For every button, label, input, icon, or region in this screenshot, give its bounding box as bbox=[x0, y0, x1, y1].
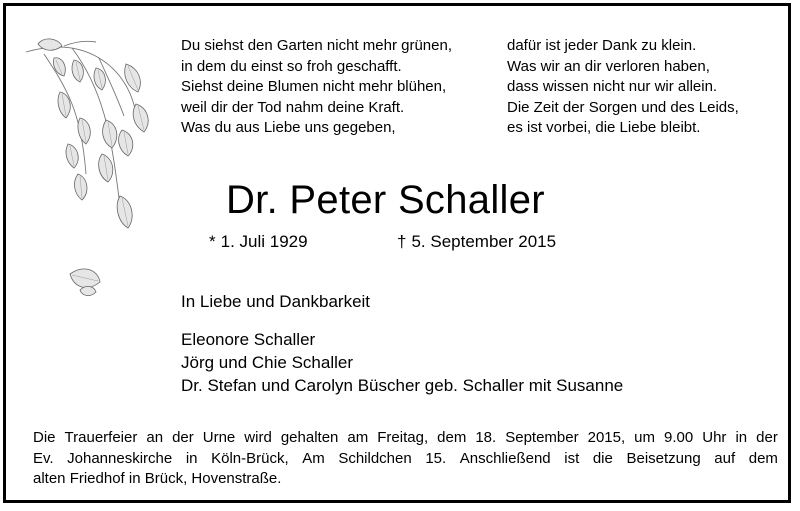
birth-symbol: * bbox=[209, 232, 216, 251]
notice-word: der bbox=[172, 429, 194, 446]
poem-line: Du siehst den Garten nicht mehr grünen, bbox=[181, 37, 452, 54]
poem-line: Die Zeit der Sorgen und des Leids, bbox=[507, 98, 739, 116]
death-symbol: † bbox=[397, 232, 407, 251]
notice-word: dem bbox=[748, 449, 778, 467]
notice-word: 2015, bbox=[587, 429, 626, 446]
notice-word: Trauerfeier bbox=[64, 429, 138, 446]
family-list bbox=[181, 328, 623, 397]
family-member: Dr. Stefan und Carolyn Büscher geb. Schaller mit Susanne bbox=[181, 376, 624, 395]
poem-line: es ist vorbei, die Liebe bleibt. bbox=[507, 119, 701, 136]
poem-left-column bbox=[181, 36, 452, 139]
notice-word: gehalten bbox=[280, 429, 339, 446]
notice-word: der bbox=[756, 429, 778, 446]
family-member: Eleonore Schaller bbox=[181, 330, 316, 349]
family-member: Jörg und Chie Schaller bbox=[181, 353, 353, 372]
notice-word: Beisetzung bbox=[626, 449, 701, 467]
closing-line: In Liebe und Dankbarkeit bbox=[181, 292, 371, 311]
notice-word: Uhr bbox=[702, 429, 727, 446]
notice-line-3: alten Friedhof in Brück, Hovenstraße. bbox=[33, 470, 282, 487]
notice-word: Köln-Brück, bbox=[211, 449, 289, 467]
poem-line: Was du aus Liebe uns gegeben, bbox=[181, 119, 396, 136]
notice-word: dem bbox=[437, 429, 467, 446]
notice-line-1 bbox=[33, 428, 778, 449]
notice-word: 15. bbox=[425, 449, 447, 467]
notice-word: in bbox=[185, 449, 198, 467]
notice-word: auf bbox=[714, 449, 736, 467]
deceased-name: Dr. Peter Schaller bbox=[226, 178, 545, 222]
death-date-text: 5. September 2015 bbox=[411, 232, 557, 251]
notice-word: um bbox=[634, 429, 656, 446]
notice-word: wird bbox=[244, 429, 272, 446]
notice-word: Ev. bbox=[33, 449, 54, 467]
notice-word: an bbox=[146, 429, 164, 446]
notice-word: Anschließend bbox=[459, 449, 551, 467]
poem-line: in dem du einst so froh geschafft. bbox=[181, 57, 402, 75]
notice-line-2 bbox=[33, 449, 778, 470]
notice-word: 18. bbox=[475, 429, 497, 446]
notice-word: am bbox=[347, 429, 369, 446]
poem-line: weil dir der Tod nahm deine Kraft. bbox=[181, 98, 405, 116]
notice-word: Freitag, bbox=[377, 429, 429, 446]
notice-word: 9.00 bbox=[664, 429, 694, 446]
birth-date bbox=[209, 231, 308, 253]
notice-word: Am bbox=[302, 449, 325, 467]
notice-word: ist bbox=[564, 449, 580, 467]
death-date bbox=[397, 231, 556, 253]
poem-line: Siehst deine Blumen nicht mehr blühen, bbox=[181, 78, 447, 95]
poem-line: dass wissen nicht nur wir allein. bbox=[507, 78, 718, 95]
notice-word: die bbox=[592, 449, 613, 467]
notice-word: Urne bbox=[202, 429, 236, 446]
notice-word: in bbox=[735, 429, 748, 446]
notice-word: September bbox=[505, 429, 579, 446]
birch-branch-icon bbox=[24, 34, 174, 324]
poem-line: dafür ist jeder Dank zu klein. bbox=[507, 37, 697, 54]
notice-word: Schildchen bbox=[338, 449, 412, 467]
poem-line: Was wir an dir verloren haben, bbox=[507, 57, 710, 75]
notice-word: Die bbox=[33, 429, 56, 446]
funeral-notice bbox=[33, 428, 778, 490]
notice-word: Johanneskirche bbox=[67, 449, 173, 467]
poem-right-column bbox=[507, 36, 739, 139]
birth-date-text: 1. Juli 1929 bbox=[220, 232, 308, 251]
